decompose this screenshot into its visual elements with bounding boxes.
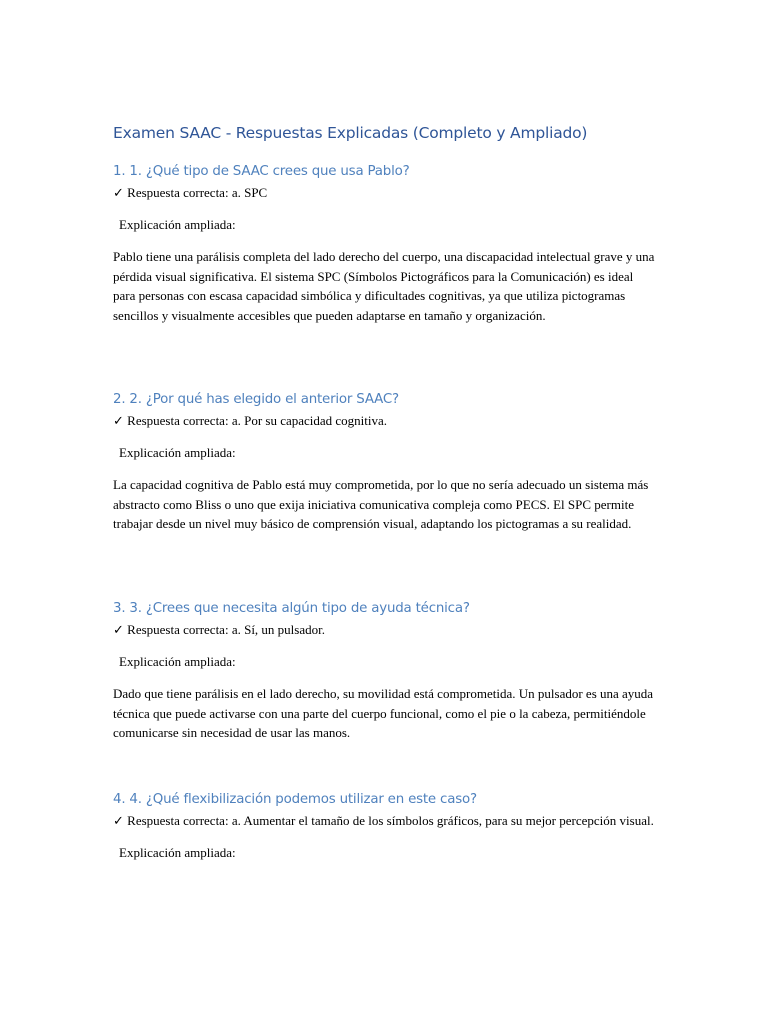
correct-answer: ✓ Respuesta correcta: a. Sí, un pulsador.	[113, 622, 325, 637]
explanation-label: Explicación ampliada:	[119, 653, 236, 669]
explanation-label: Explicación ampliada:	[119, 444, 236, 460]
question-heading: 4. 4. ¿Qué flexibilización podemos utilizar en este caso?	[113, 792, 477, 807]
explanation-label: Explicación ampliada:	[119, 844, 236, 860]
question-section-1	[113, 161, 658, 325]
question-section-3	[113, 598, 658, 743]
document-title: Examen SAAC - Respuestas Explicadas (Completo y Ampliado)	[113, 124, 588, 142]
question-section-2	[113, 389, 658, 534]
question-heading: 3. 3. ¿Crees que necesita algún tipo de ayuda técnica?	[113, 601, 470, 616]
correct-answer: ✓ Respuesta correcta: a. Aumentar el tamaño de los símbolos gráficos, para su mejor percepción visual.	[113, 813, 654, 828]
explanation-text: Dado que tiene parálisis en el lado derecho, su movilidad está comprometida. Un pulsador es una ayuda técnica que puede activarse con una parte del cuerpo funcional, como el pie o la cabeza, permitiéndole comunicarse sin necesidad de usar las manos.	[113, 686, 654, 740]
correct-answer: ✓ Respuesta correcta: a. Por su capacidad cognitiva.	[113, 413, 388, 428]
question-section-4	[113, 789, 658, 862]
correct-answer: ✓ Respuesta correcta: a. SPC	[113, 185, 268, 200]
explanation-label: Explicación ampliada:	[119, 216, 236, 232]
explanation-text: Pablo tiene una parálisis completa del lado derecho del cuerpo, una discapacidad intelectual grave y una pérdida visual significativa. El sistema SPC (Símbolos Pictográficos para la Comunicación) es ideal para personas con escasa capacidad simbólica y dificultades cognitivas, ya que utiliza pictogramas sencillos y visualmente accesibles que pueden adaptarse en tamaño y organización.	[113, 249, 655, 323]
question-heading: 1. 1. ¿Qué tipo de SAAC crees que usa Pablo?	[113, 164, 410, 179]
explanation-text: La capacidad cognitiva de Pablo está muy comprometida, por lo que no sería adecuado un sistema más abstracto como Bliss o uno que exija iniciativa comunicativa compleja como PECS. El SPC permite trabajar desde un nivel muy básico de comprensión visual, adaptando los pictogramas a su realidad.	[113, 477, 649, 531]
question-heading: 2. 2. ¿Por qué has elegido el anterior SAAC?	[113, 392, 399, 407]
